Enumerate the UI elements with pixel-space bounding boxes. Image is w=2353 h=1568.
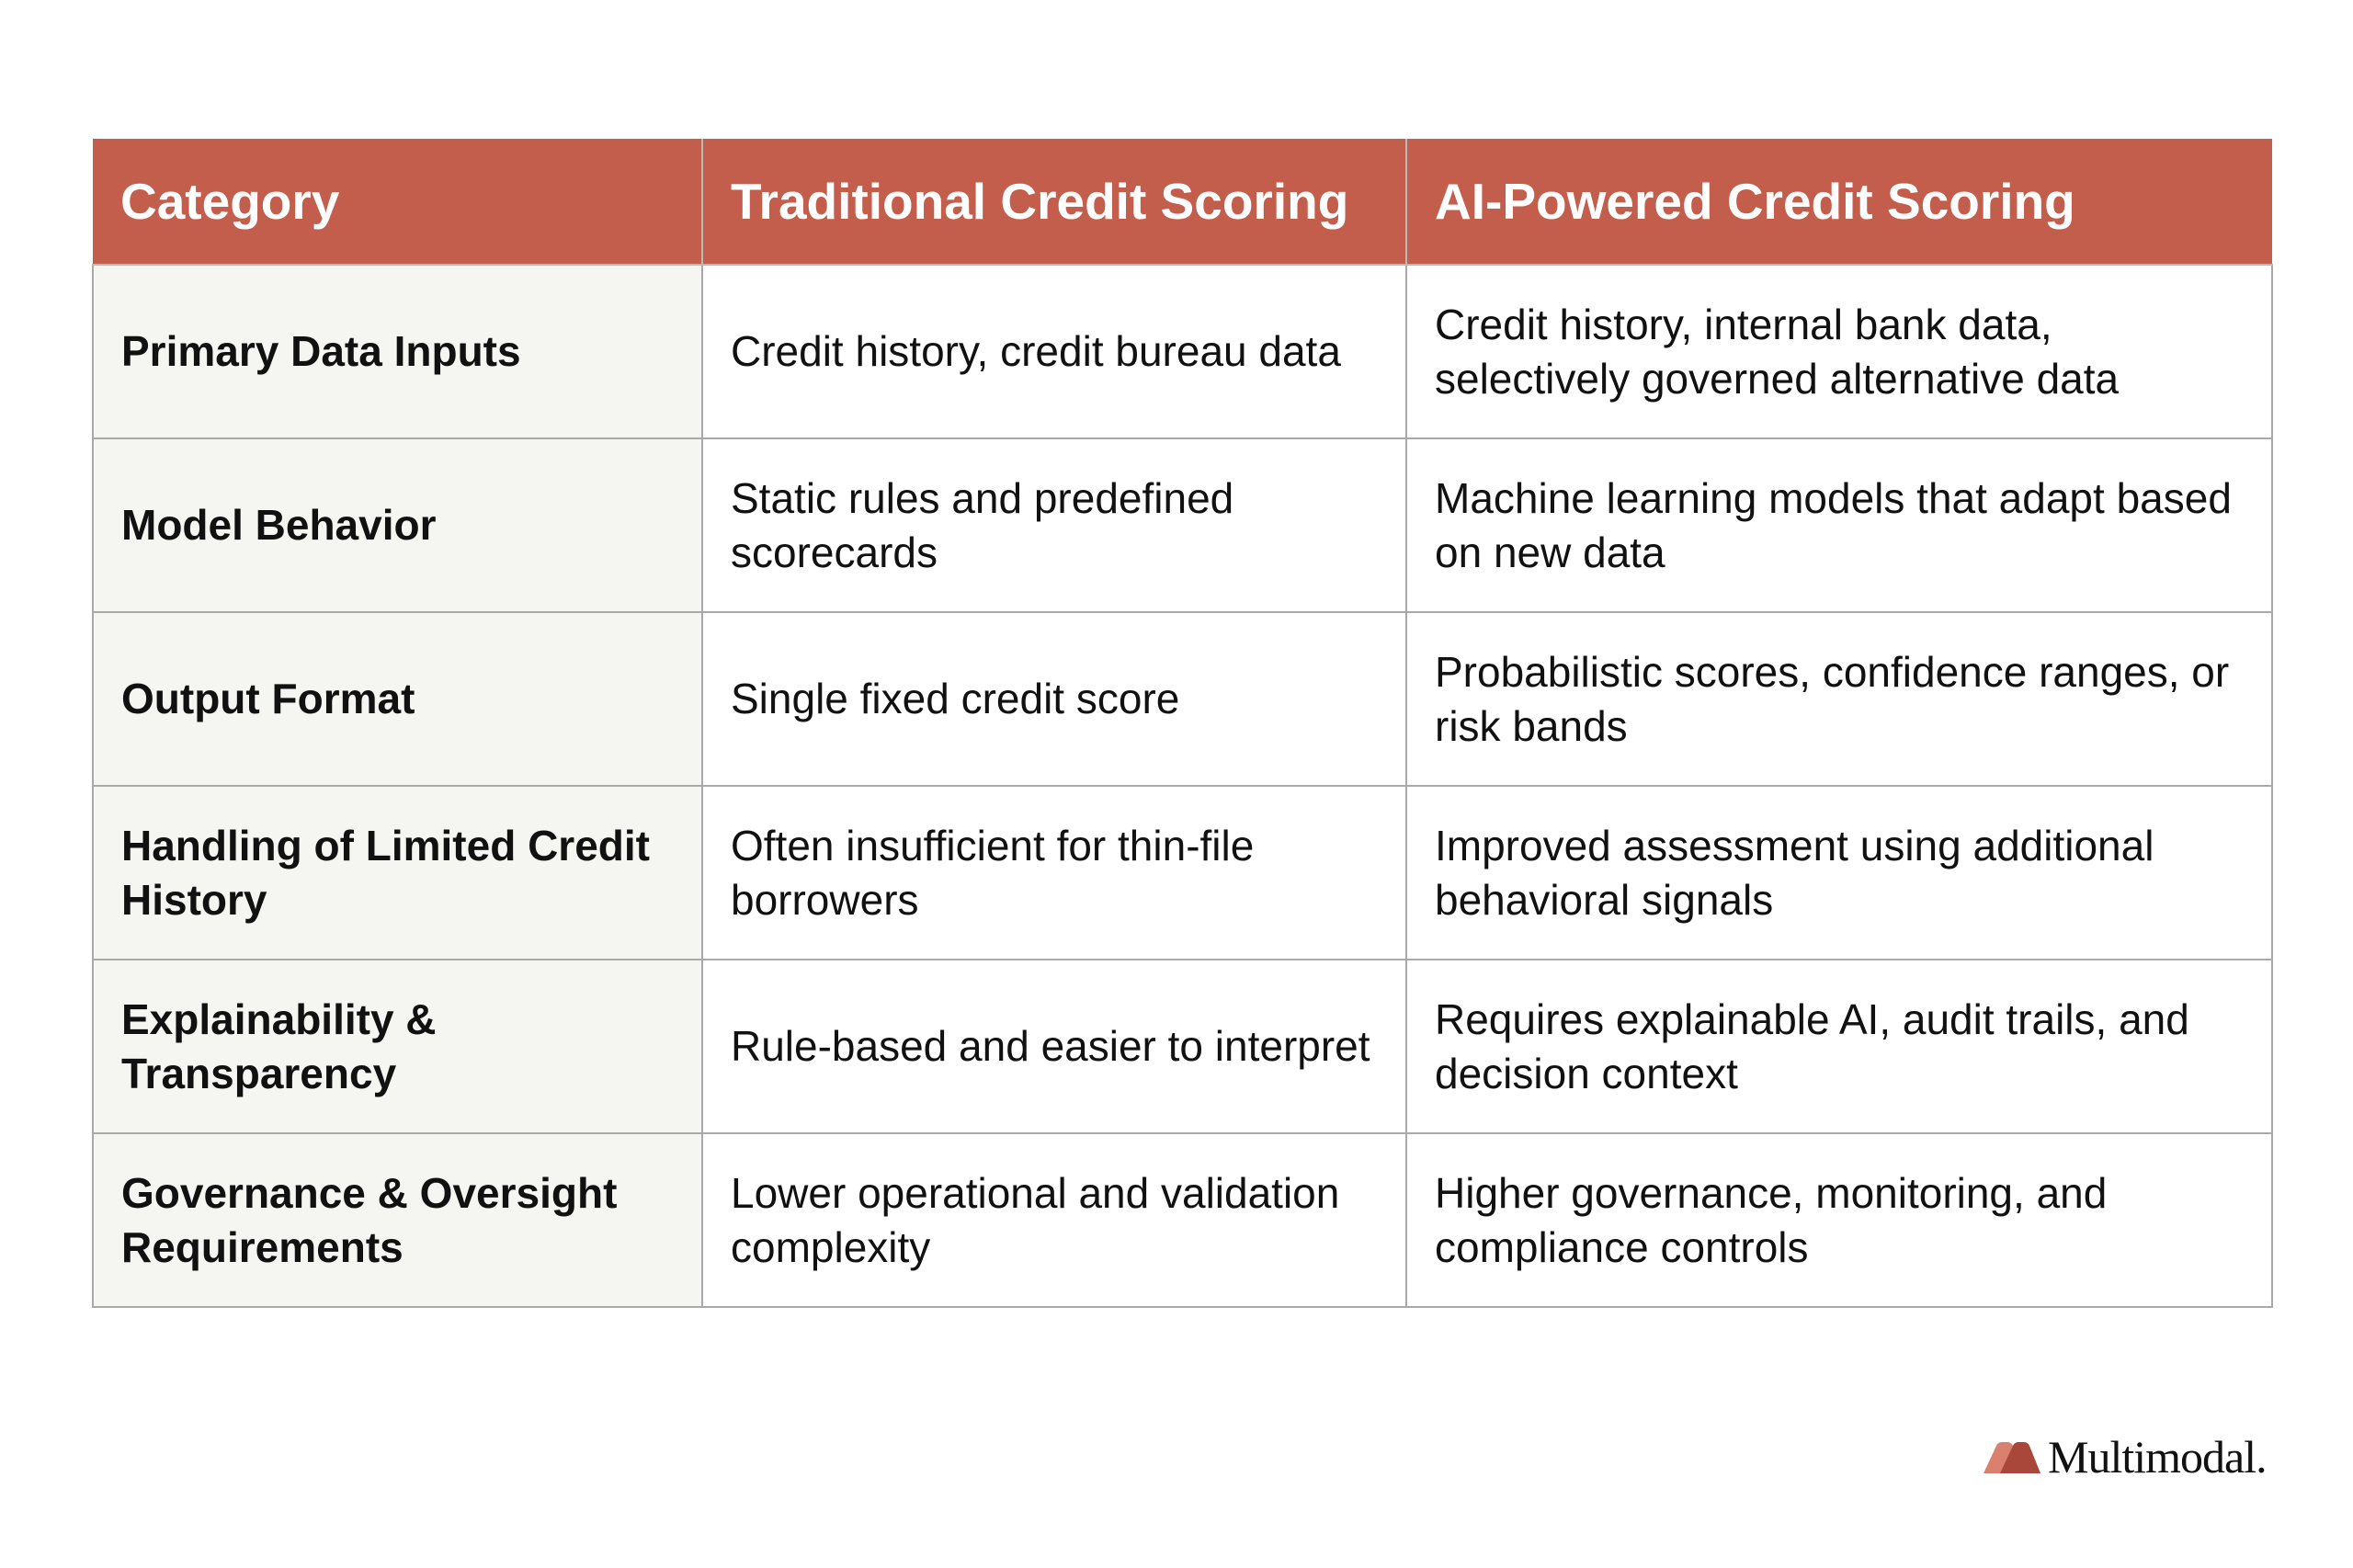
row-category-cell: Governance & Oversight Requirements bbox=[93, 1133, 702, 1307]
table-header-row bbox=[93, 139, 2272, 265]
row-category-cell: Primary Data Inputs bbox=[93, 265, 702, 438]
row-traditional-cell: Rule-based and easier to interpret bbox=[702, 960, 1406, 1133]
row-ai-cell: Improved assessment using additional behavioral signals bbox=[1406, 786, 2272, 960]
table-row bbox=[93, 960, 2272, 1133]
multimodal-logo-icon bbox=[1982, 1438, 2042, 1475]
table-row bbox=[93, 265, 2272, 438]
comparison-table bbox=[92, 139, 2273, 1308]
table-row bbox=[93, 438, 2272, 612]
comparison-table-container bbox=[92, 139, 2271, 1308]
table-row bbox=[93, 612, 2272, 786]
row-ai-cell: Higher governance, monitoring, and compliance controls bbox=[1406, 1133, 2272, 1307]
row-traditional-cell: Static rules and predefined scorecards bbox=[702, 438, 1406, 612]
brand-logo bbox=[1982, 1431, 2267, 1483]
row-ai-cell: Probabilistic scores, confidence ranges, or risk bands bbox=[1406, 612, 2272, 786]
header-ai-powered: AI-Powered Credit Scoring bbox=[1406, 139, 2272, 265]
row-category-cell: Explainability & Transparency bbox=[93, 960, 702, 1133]
row-traditional-cell: Credit history, credit bureau data bbox=[702, 265, 1406, 438]
row-category-cell: Output Format bbox=[93, 612, 702, 786]
row-traditional-cell: Often insufficient for thin-file borrowers bbox=[702, 786, 1406, 960]
table-row bbox=[93, 786, 2272, 960]
row-category-cell: Model Behavior bbox=[93, 438, 702, 612]
brand-name: Multimodal. bbox=[2048, 1431, 2267, 1483]
row-category-cell: Handling of Limited Credit History bbox=[93, 786, 702, 960]
row-traditional-cell: Single fixed credit score bbox=[702, 612, 1406, 786]
row-ai-cell: Credit history, internal bank data, selectively governed alternative data bbox=[1406, 265, 2272, 438]
header-traditional: Traditional Credit Scoring bbox=[702, 139, 1406, 265]
table-row bbox=[93, 1133, 2272, 1307]
row-ai-cell: Requires explainable AI, audit trails, and decision context bbox=[1406, 960, 2272, 1133]
row-traditional-cell: Lower operational and validation complexity bbox=[702, 1133, 1406, 1307]
header-category: Category bbox=[93, 139, 702, 265]
row-ai-cell: Machine learning models that adapt based on new data bbox=[1406, 438, 2272, 612]
